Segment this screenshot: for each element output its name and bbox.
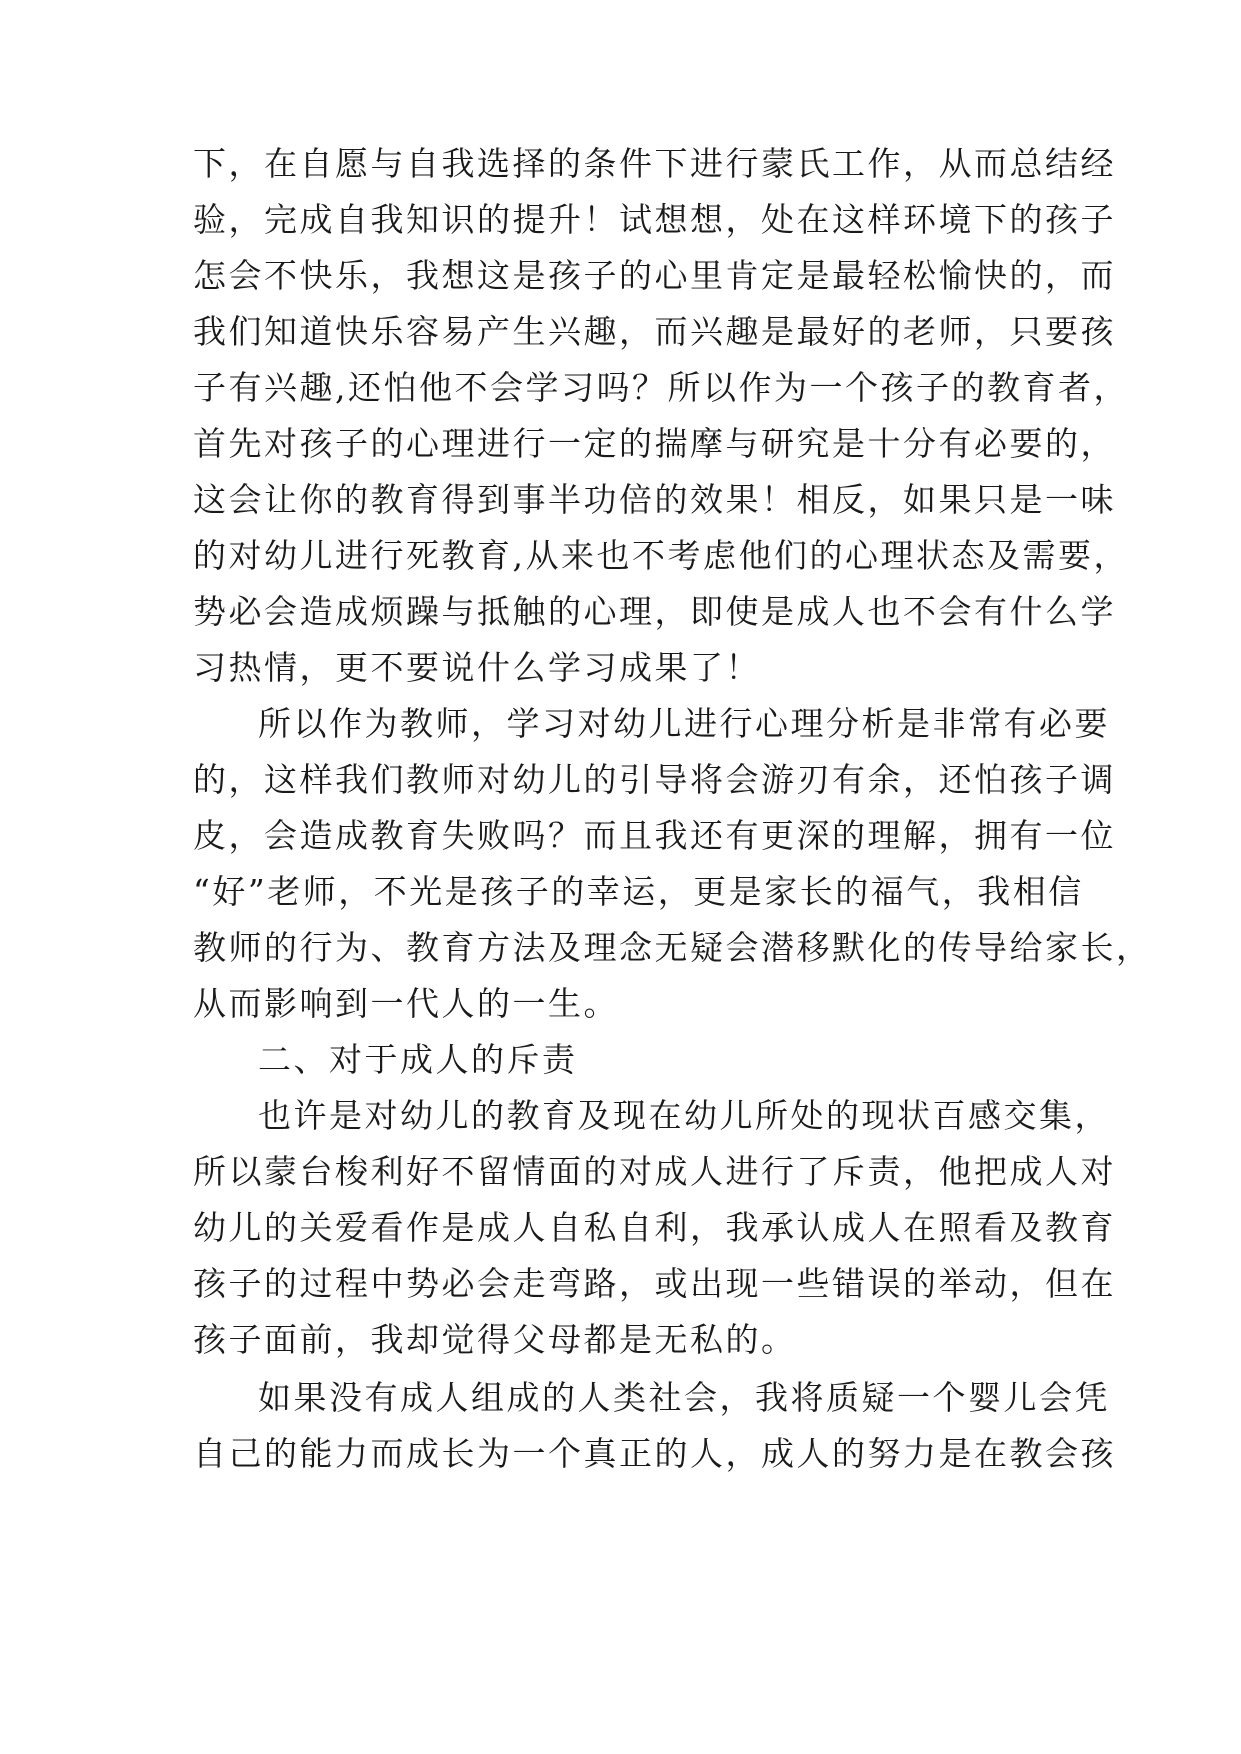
section-heading: 二、对于成人的斥责 <box>258 1040 578 1079</box>
text-line: 的，这样我们教师对幼儿的引导将会游刃有余，还怕孩子调 <box>193 760 1116 799</box>
paragraph-first-line: 也许是对幼儿的教育及现在幼儿所处的现状百感交集， <box>258 1096 1110 1135</box>
text-line: 首先对孩子的心理进行一定的揣摩与研究是十分有必要的， <box>193 424 1116 463</box>
text-line: 所以蒙台梭利好不留情面的对成人进行了斥责，他把成人对 <box>193 1152 1116 1191</box>
text-line: “好”老师，不光是孩子的幸运，更是家长的福气，我相信 <box>193 872 1084 911</box>
text-line: 孩子面前，我却觉得父母都是无私的。 <box>193 1320 797 1359</box>
text-line: 的对幼儿进行死教育,从来也不考虑他们的心理状态及需要， <box>193 536 1129 575</box>
text-line: 这会让你的教育得到事半功倍的效果！相反，如果只是一味 <box>193 480 1116 519</box>
paragraph-first-line: 如果没有成人组成的人类社会，我将质疑一个婴儿会凭 <box>258 1378 1110 1417</box>
paragraph-first-line: 所以作为教师，学习对幼儿进行心理分析是非常有必要 <box>258 704 1110 743</box>
text-line: 从而影响到一代人的一生。 <box>193 984 619 1023</box>
text-line: 孩子的过程中势必会走弯路，或出现一些错误的举动，但在 <box>193 1264 1116 1303</box>
text-line: 幼儿的关爱看作是成人自私自利，我承认成人在照看及教育 <box>193 1208 1116 1247</box>
text-line: 验，完成自我知识的提升！试想想，处在这样环境下的孩子 <box>193 200 1116 239</box>
text-line: 怎会不快乐，我想这是孩子的心里肯定是最轻松愉快的，而 <box>193 256 1116 295</box>
text-line: 自己的能力而成长为一个真正的人，成人的努力是在教会孩 <box>193 1434 1116 1473</box>
text-line: 我们知道快乐容易产生兴趣，而兴趣是最好的老师，只要孩 <box>193 312 1116 351</box>
text-line: 势必会造成烦躁与抵触的心理，即使是成人也不会有什么学 <box>193 592 1116 631</box>
text-line: 习热情，更不要说什么学习成果了！ <box>193 648 761 687</box>
text-line: 教师的行为、教育方法及理念无疑会潜移默化的传导给家长， <box>193 928 1152 967</box>
text-line: 子有兴趣,还怕他不会学习吗？所以作为一个孩子的教育者， <box>193 368 1129 407</box>
text-line: 下，在自愿与自我选择的条件下进行蒙氏工作，从而总结经 <box>193 144 1116 183</box>
text-line: 皮，会造成教育失败吗？而且我还有更深的理解，拥有一位 <box>193 816 1116 855</box>
